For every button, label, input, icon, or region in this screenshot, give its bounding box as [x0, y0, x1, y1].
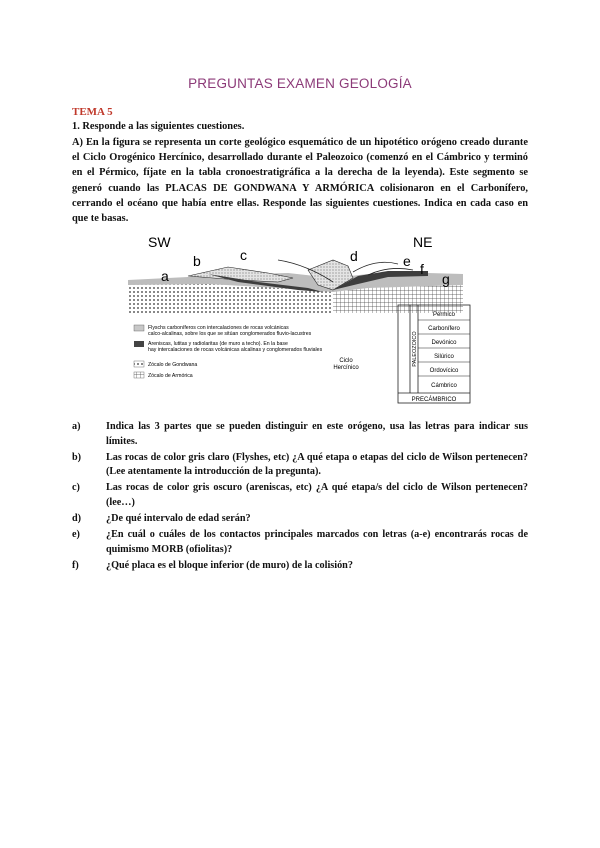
question-letter: c) — [72, 482, 80, 494]
point-label-b: b — [193, 253, 201, 269]
legend-text-armorica: Zócalo de Armórica — [148, 373, 193, 379]
question-letter: e) — [72, 529, 80, 541]
cross-section-svg — [128, 230, 478, 410]
legend-text-areniscas-1: Areniscas, lutitas y radiolaritas (de muro a techo). En la base — [148, 341, 288, 347]
legend-swatch-flysch — [134, 325, 144, 331]
question-heading: 1. Responde a las siguientes cuestiones. — [72, 121, 245, 132]
point-label-g: g — [442, 271, 450, 287]
question-text: ¿De qué intervalo de edad serán? — [106, 513, 251, 525]
period-silurico: Silúrico — [434, 354, 454, 360]
point-label-e: e — [403, 253, 411, 269]
era-label: PALEOZOICO — [412, 331, 418, 367]
question-text: Las rocas de color gris oscuro (areniscas, etc) ¿A qué etapa/s del ciclo de Wilson pertenecen? (lee…) — [106, 482, 528, 508]
direction-ne: NE — [413, 234, 433, 250]
question-text: Indica las 3 partes que se pueden distinguir en este orógeno, usa las letras para indicar sus límites. — [106, 421, 528, 447]
legend-swatch-areniscas — [134, 341, 144, 347]
question-letter: a) — [72, 421, 81, 432]
legend — [134, 325, 359, 379]
period-carbonifero: Carbonífero — [428, 326, 460, 332]
point-label-a: a — [161, 268, 169, 284]
page-title: PREGUNTAS EXAMEN GEOLOGÍA — [188, 76, 412, 91]
question-list — [72, 420, 528, 575]
legend-text-gondwana: Zócalo de Gondwana — [148, 362, 198, 368]
question-text: ¿En cuál o cuáles de los contactos principales marcados con letras (a-e) encontrarás rocas de quimismo MORB (ofiolitas)? — [106, 529, 528, 555]
period-ordovicico: Ordovícico — [429, 368, 459, 374]
legend-swatch-armorica — [134, 372, 144, 378]
question-letter: f) — [72, 559, 79, 571]
list-item — [72, 528, 528, 557]
cycle-label-1: Ciclo — [339, 358, 353, 364]
point-label-c: c — [240, 247, 247, 263]
direction-sw: SW — [148, 234, 171, 250]
question-text: ¿Qué placa es el bloque inferior (de muro) de la colisión? — [106, 559, 353, 571]
point-label-d: d — [350, 248, 358, 264]
period-permico: Pérmico — [432, 312, 456, 318]
chrono-table — [398, 305, 470, 403]
precambrian-label: PRECÁMBRICO — [411, 397, 457, 403]
legend-text-areniscas-2: hay intercalaciones de rocas volcánicas alcalinas y conglomerados fluviales — [148, 347, 323, 353]
section-tema: TEMA 5 — [72, 106, 113, 118]
list-item — [72, 481, 528, 510]
question-letter: b) — [72, 451, 82, 463]
list-item — [72, 420, 528, 449]
legend-text-flysch-1: Flyschs carboníferos con intercalaciones de rocas volcánicas — [148, 325, 289, 331]
question-intro: A) En la figura se representa un corte geológico esquemático de un hipotético orógeno creado durante el Ciclo Orogénico Hercínico, desarrollado durante el Paleozoico (comenzó en el Cámbrico y terminó en el Pérmico, fíjate en la tabla cronoestratigráfica a la derecha de la leyenda). Este segmento se generó cuando las PLACAS DE GONDWANA Y ARMÓRICA colisionaron en el Carbonífero, cerrando el océano que había entre ellas. Responde las siguientes cuestiones. Indica en cada caso en que te basas. — [72, 137, 528, 225]
legend-text-flysch-2: calco-alcalinas, sobre los que se sitúan conglomerados fluvio-lacustres — [148, 331, 312, 337]
list-item — [72, 451, 528, 480]
period-devonico: Devónico — [431, 340, 457, 346]
question-letter: d) — [72, 513, 82, 525]
period-cambrico: Cámbrico — [431, 383, 457, 389]
cycle-label-2: Hercínico — [333, 365, 359, 371]
list-item — [72, 559, 528, 574]
legend-swatch-gondwana — [134, 361, 144, 367]
point-label-f: f — [420, 261, 424, 277]
geologic-figure — [128, 230, 478, 410]
list-item — [72, 512, 528, 527]
question-text: Las rocas de color gris claro (Flyshes, etc) ¿A qué etapa o etapas del ciclo de Wilson pertenecen? (Lee atentamente la introducción de la pregunta). — [106, 451, 528, 478]
